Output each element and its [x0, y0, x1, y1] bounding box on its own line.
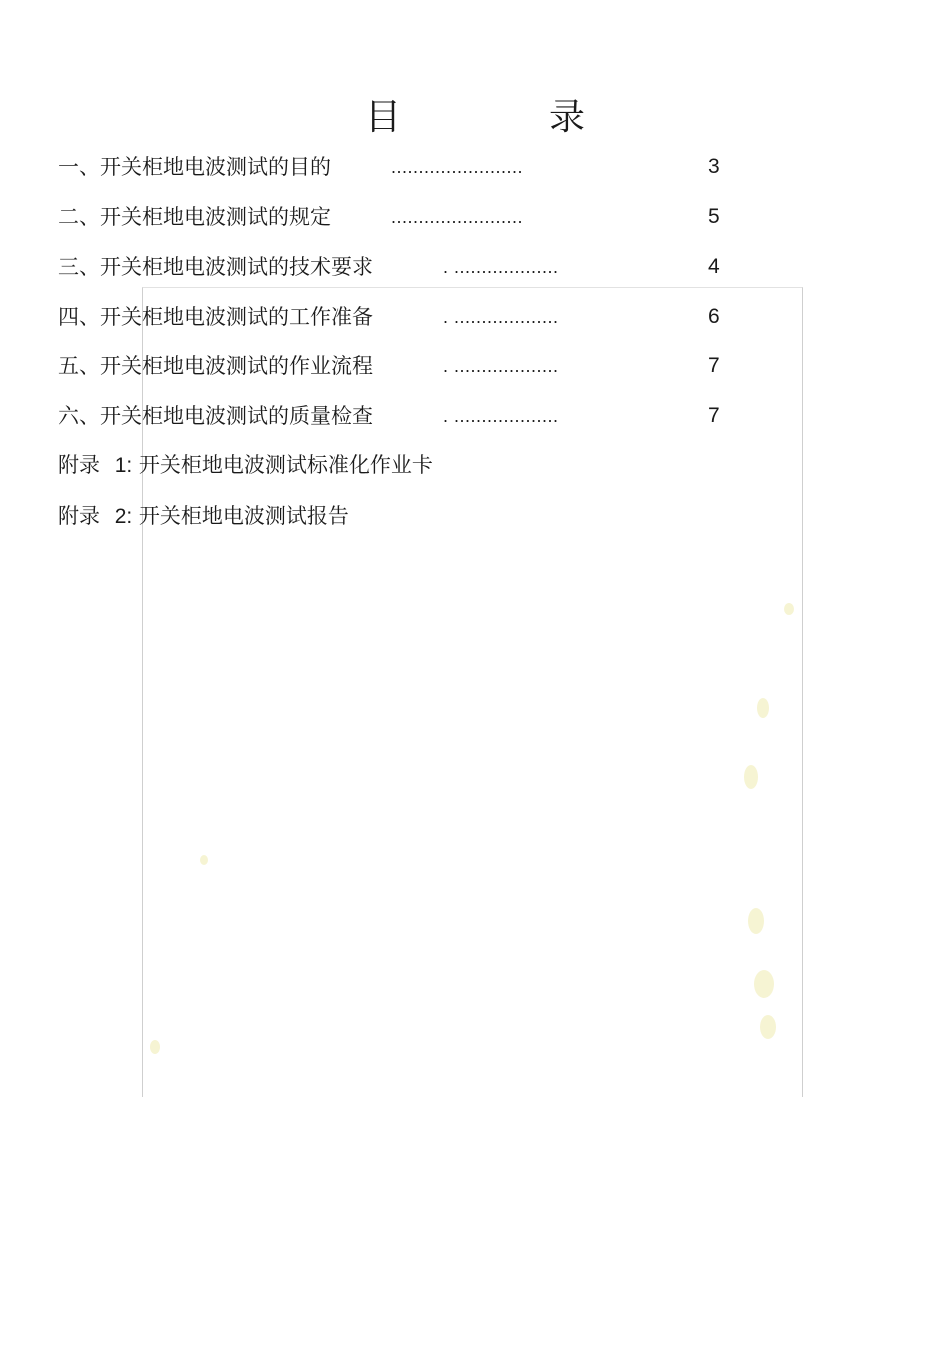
toc-entry-page: 6	[708, 305, 720, 328]
toc-entry-label: 四、开关柜地电波测试的工作准备	[58, 305, 373, 329]
scan-speck	[200, 855, 208, 865]
toc-entry-page: 7	[708, 404, 720, 427]
toc-entry-page: 7	[708, 354, 720, 377]
appendix-label: 附录	[58, 453, 100, 477]
toc-entry-label: 二、开关柜地电波测试的规定	[58, 205, 331, 229]
toc-entry-page: 4	[708, 255, 720, 278]
toc-entry-leader: . ...................	[443, 257, 559, 277]
appendix-number: 2:	[114, 505, 133, 528]
scan-speck	[754, 970, 774, 998]
toc-entry[interactable]	[58, 351, 758, 381]
appendix-number: 1:	[114, 454, 133, 477]
toc-entry-leader: ........................	[391, 207, 524, 227]
toc-entry[interactable]	[58, 302, 758, 332]
toc-entry-page: 3	[708, 155, 720, 178]
appendix-entry[interactable]	[58, 501, 349, 532]
appendix-title: 开关柜地电波测试标准化作业卡	[138, 453, 433, 477]
page-title: 目 录	[364, 97, 641, 138]
scan-speck	[760, 1015, 776, 1039]
toc-entry-label: 一、开关柜地电波测试的目的	[58, 155, 331, 179]
toc-entry-page: 5	[708, 205, 720, 228]
scan-speck	[744, 765, 758, 789]
toc-entry-leader: ........................	[391, 157, 524, 177]
toc-entry[interactable]	[58, 252, 758, 282]
toc-entry[interactable]	[58, 401, 758, 431]
appendix-label: 附录	[58, 504, 100, 528]
toc-entry[interactable]	[58, 202, 758, 232]
toc-entry-label: 五、开关柜地电波测试的作业流程	[58, 354, 373, 378]
scan-speck	[150, 1040, 160, 1054]
toc-entry-leader: . ...................	[443, 356, 559, 376]
scan-speck	[757, 698, 769, 718]
toc-entry[interactable]	[58, 152, 758, 182]
scan-speck	[748, 908, 764, 934]
scan-speck	[784, 603, 794, 615]
toc-entry-label: 三、开关柜地电波测试的技术要求	[58, 255, 373, 279]
appendix-entry[interactable]	[58, 450, 433, 481]
toc-entry-leader: . ...................	[443, 406, 559, 426]
appendix-title: 开关柜地电波测试报告	[138, 504, 349, 528]
toc-entry-leader: . ...................	[443, 307, 559, 327]
toc-entry-label: 六、开关柜地电波测试的质量检查	[58, 404, 373, 428]
